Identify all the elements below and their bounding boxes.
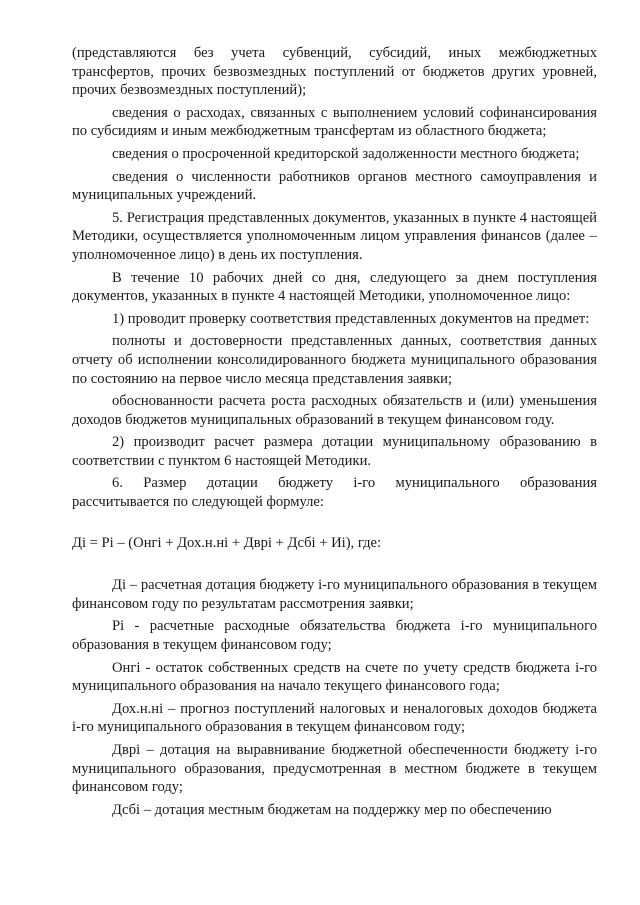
paragraph-4: сведения о численности работников органов местного самоуправления и муниципальных учреждений. [72,168,597,204]
paragraph-1: (представляются без учета субвенций, субсидий, иных межбюджетных трансфертов, прочих безвозмездных поступлений от бюджетов других уровней, прочих безвозмездных поступлений); [72,45,597,99]
definition-5: Двpi – дотация на выравнивание бюджетной обеспеченности бюджету i-го муниципального образования, предусмотренная в местном бюджете в текущем финансовом году; [72,742,597,796]
document-page [72,44,597,823]
paragraph-8: полноты и достоверности представленных данных, соответствия данных отчету об исполнении консолидированного бюджета муниципального образования по состоянию на первое число месяца представления заявки; [72,333,597,387]
definition-2: Рi - расчетные расходные обязательства бюджета i-го муниципального образования в текущем финансовом году; [72,618,597,654]
definition-6: Дсбi – дотация местным бюджетам на поддержку мер по обеспечению [112,801,552,818]
definition-1: Дi – расчетная дотация бюджету i-го муниципального образования в текущем финансовом году по результатам рассмотрения заявки; [72,577,597,612]
definition-3: Онгi - остаток собственных средств на счете по учету средств бюджета i-го муниципального образования на начало текущего финансового года; [72,659,597,695]
paragraph-10: 2) производит расчет размера дотации муниципальному образованию в соответствии с пунктом 6 настоящей Методики. [72,434,597,469]
paragraph-5: 5. Регистрация представленных документов, указанных в пункте 4 настоящей Методики, осуществляется уполномоченным лицом управления финансов (далее – уполномоченное лицо) в день их поступления. [72,209,597,263]
definition-4: Дох.н.нi – прогноз поступлений налоговых и неналоговых доходов бюджета i-го муниципального образования в текущем финансовом году; [72,700,597,736]
paragraph-2: сведения о расходах, связанных с выполнением условий софинансирования по субсидиям и иным межбюджетным трансфертам из областного бюджета; [72,104,597,140]
paragraph-11: 6. Размер дотации бюджету i-го муниципального образования рассчитывается по следующей формуле: [72,475,597,511]
paragraph-3: сведения о просроченной кредиторской задолженности местного бюджета; [112,145,580,162]
paragraph-6: В течение 10 рабочих дней со дня, следующего за днем поступления документов, указанных в пункте 4 настоящей Методики, уполномоченное лицо: [72,269,597,305]
paragraph-9: обоснованности расчета роста расходных обязательств и (или) уменьшения доходов бюджетов муниципальных образований в текущем финансовом году. [72,393,597,428]
formula: Дi = Рi – (Онгi + Дох.н.нi + Двpi + Дсбi + Иi), где: [72,534,382,551]
paragraph-7: 1) проводит проверку соответствия представленных документов на предмет: [112,310,590,327]
